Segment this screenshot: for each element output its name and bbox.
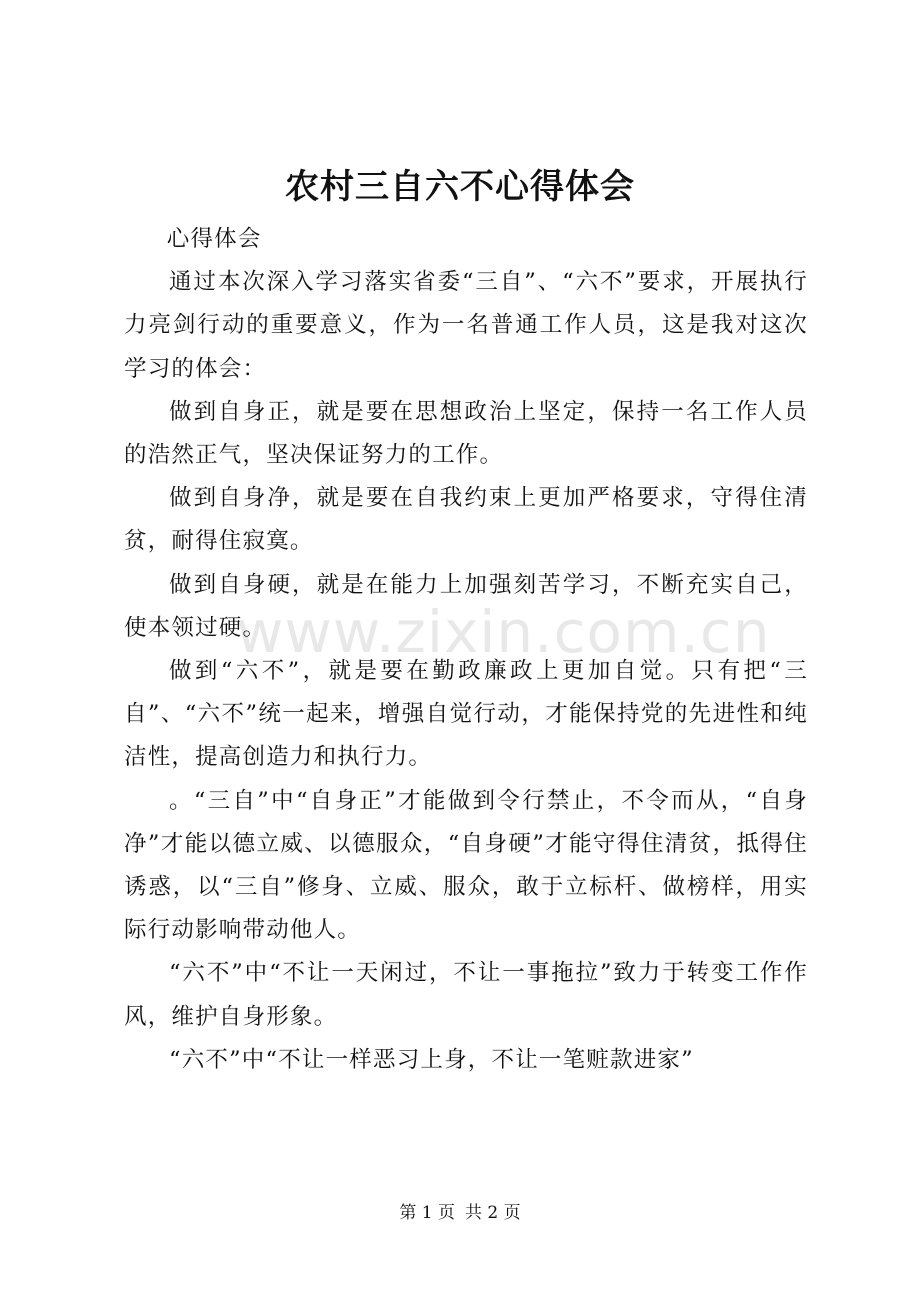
document-body — [124, 218, 808, 1082]
document-title: 农村三自六不心得体会 — [285, 167, 635, 207]
paragraph-self-strong: 做到自身硬，就是在能力上加强刻苦学习，不断充实自己，使本领过硬。 — [124, 571, 808, 641]
paragraph-six-nos-integrity: “六不”中“不让一样恶习上身，不让一笔赃款进家” — [169, 1046, 694, 1073]
paragraph-self-upright: 做到自身正，就是要在思想政治上坚定，保持一名工作人员的浩然正气，坚决保证努力的工作。 — [124, 398, 808, 469]
watermark: www.zixin.com.cn — [236, 598, 771, 666]
page-number: 第 1 页 — [399, 1203, 455, 1223]
page-total: 共 2 页 — [465, 1203, 521, 1223]
paragraph-three-selves: 。“三自”中“自身正”才能做到令行禁止，不令而从，“自身净”才能以德立威、以德服众，“自身硬”才能守得住清贫，抵得住诱惑，以“三自”修身、立威、服众，敢于立标杆、做榜样，用实际行动影响带动他人。 — [124, 787, 808, 944]
section-heading: 心得体会 — [166, 226, 262, 252]
paragraph-self-clean: 做到自身净，就是要在自我约束上更加严格要求，守得住清贫，耐得住寂寞。 — [124, 485, 808, 555]
paragraph-intro: 通过本次深入学习落实省委“三自”、“六不”要求，开展执行力亮剑行动的重要意义，作为一名普通工作人员，这是我对这次学习的体会： — [124, 269, 808, 382]
paragraph-six-nos-work-style: “六不”中“不让一天闲过，不让一事拖拉”致力于转变工作作风，维护自身形象。 — [124, 960, 808, 1030]
paragraph-six-nos: 做到“六不”，就是要在勤政廉政上更加自觉。只有把“三自”、“六不”统一起来，增强自觉行动，才能保持党的先进性和纯洁性，提高创造力和执行力。 — [124, 658, 808, 771]
page-footer — [0, 1200, 920, 1226]
